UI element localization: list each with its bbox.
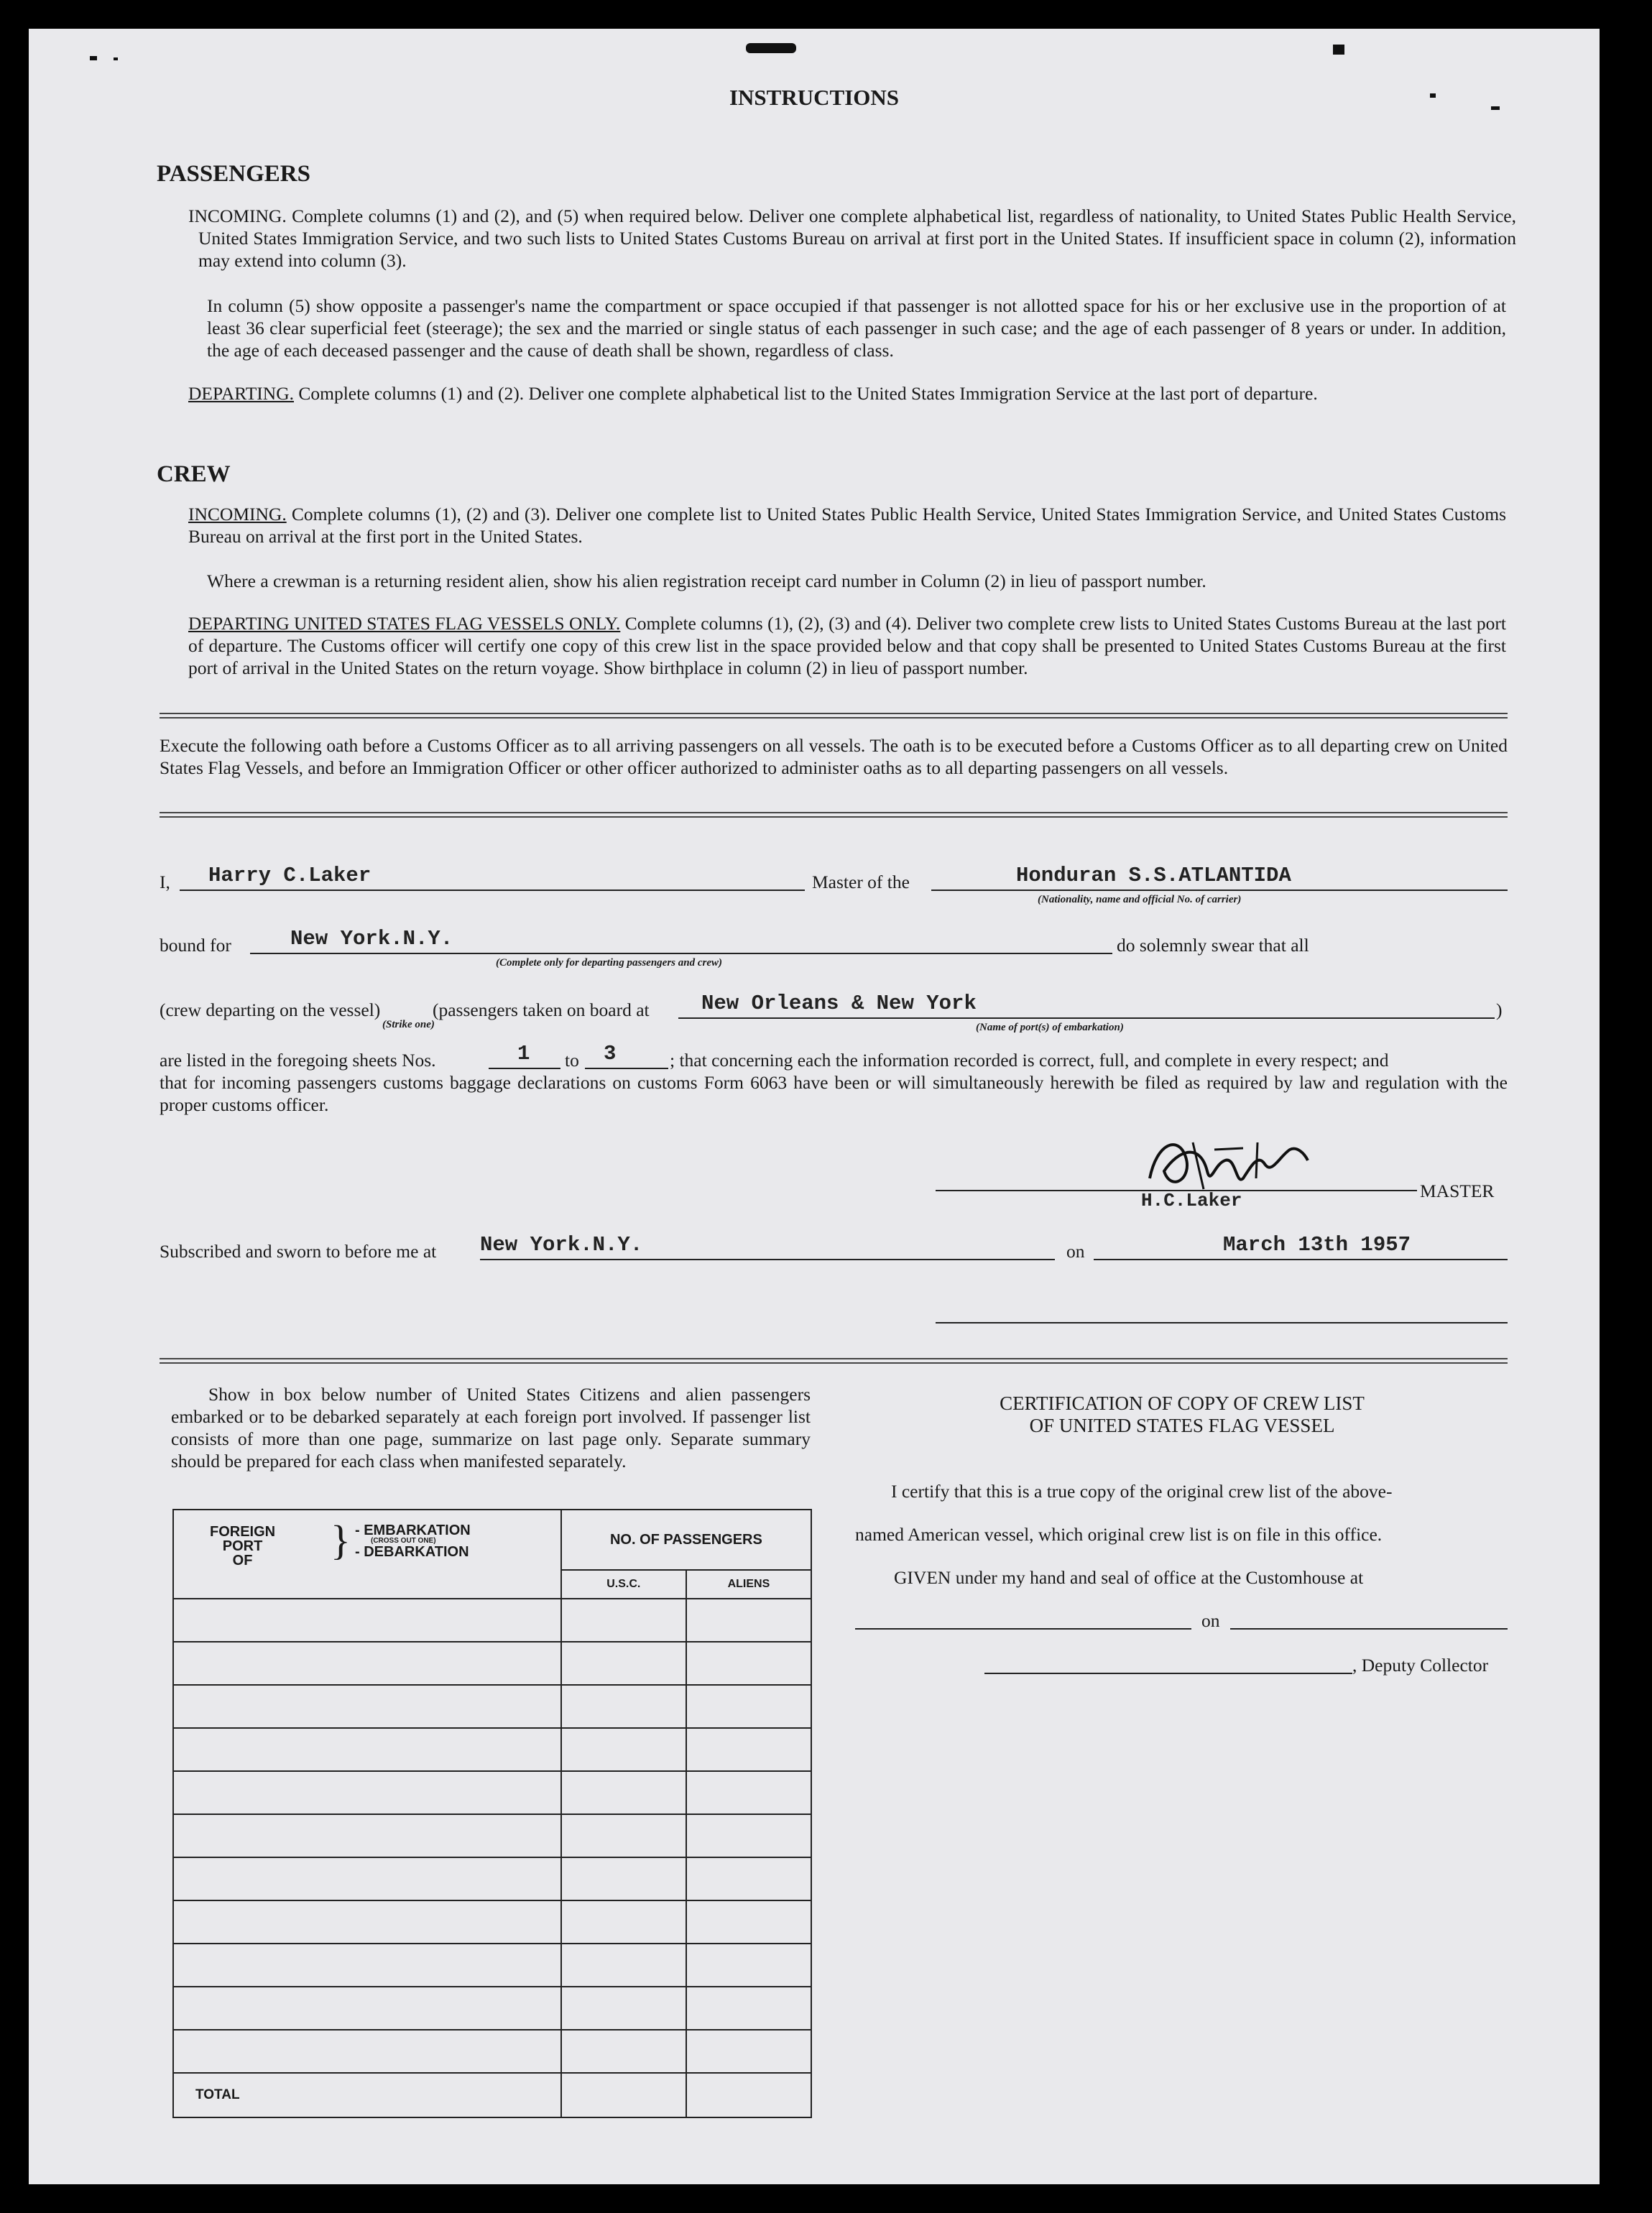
bound-caption: (Complete only for departing passengers and crew)	[496, 957, 722, 969]
vessel-field[interactable]: Honduran S.S.ATLANTIDA	[1016, 864, 1291, 887]
port-cell[interactable]	[173, 1771, 561, 1814]
sworn-date-field[interactable]: March 13th 1957	[1223, 1233, 1411, 1257]
double-rule	[160, 713, 1508, 719]
sheet-from-field[interactable]: 1	[517, 1042, 530, 1066]
crew-departing-paragraph	[188, 612, 1506, 679]
listed-text-1: ; that concerning each the information recorded is correct, full, and complete in every respect; and	[670, 1050, 1389, 1071]
oath-instruction: Execute the following oath before a Customs Officer as to all arriving passengers on all vessels. The oath is to be executed before a Customs Officer as to all departing crew on United States Flag Vessels, and before an Immigration Officer or other officer authorized to administer oaths as to all departing passengers on all vessels.	[160, 735, 1508, 778]
ports-field[interactable]: New Orleans & New York	[701, 992, 977, 1015]
usc-cell[interactable]	[561, 1685, 686, 1728]
brace-glyph: }	[331, 1517, 351, 1563]
crew-departing-text: Complete columns (1), (2), (3) and (4). Deliver two complete crew lists to United States Customs Bureau at the last port of departure. The Customs officer will certify one copy of this crew list in the space provided below and that copy shall be presented to United States Customs Bureau at the first port of arrival in the United States on the return voyage. Show birthplace in column (2) in lieu of passport number.	[188, 613, 1506, 678]
aliens-cell[interactable]	[686, 1728, 811, 1771]
port-cell[interactable]	[173, 1857, 561, 1900]
bound-label: bound for	[160, 935, 231, 956]
usc-cell[interactable]	[561, 1728, 686, 1771]
deputy-collector-line[interactable]	[984, 1673, 1352, 1674]
aliens-cell[interactable]	[686, 1685, 811, 1728]
port-header-cell	[173, 1510, 561, 1599]
aliens-cell[interactable]	[686, 1599, 811, 1642]
deputy-collector-label: , Deputy Collector	[1352, 1655, 1489, 1676]
aliens-header: ALIENS	[686, 1570, 811, 1599]
scan-speck	[90, 56, 97, 60]
port-cell[interactable]	[173, 1900, 561, 1944]
sheet-from-line	[489, 1068, 560, 1069]
vessel-line	[931, 890, 1508, 891]
certification-date-line[interactable]	[1230, 1628, 1508, 1630]
sheet-to-line	[585, 1068, 668, 1069]
port-cell[interactable]	[173, 2030, 561, 2073]
usc-cell[interactable]	[561, 1857, 686, 1900]
port-cell[interactable]	[173, 1642, 561, 1685]
master-of-label: Master of the	[812, 872, 910, 892]
summary-instruction: Show in box below number of United States Citizens and alien passengers embarked or to be debarked separately at each foreign port involved. If passenger list consists of more than one page, summarize on last page only. Separate summary should be prepared for each class when manifested separately.	[171, 1384, 811, 1472]
crew-resident-paragraph: Where a crewman is a returning resident alien, show his alien registration receipt card number in Column (2) in lieu of passport number.	[207, 570, 1206, 591]
summary-header-row	[173, 1510, 811, 1570]
crew-incoming-paragraph	[188, 503, 1506, 548]
certification-title-line-1: CERTIFICATION OF COPY OF CREW LIST	[1000, 1392, 1365, 1414]
usc-cell[interactable]	[561, 1814, 686, 1857]
usc-cell[interactable]	[561, 1900, 686, 1944]
scan-speck	[746, 43, 796, 53]
oath-i-label: I,	[160, 872, 170, 892]
port-cell[interactable]	[173, 1599, 561, 1642]
usc-cell[interactable]	[561, 1944, 686, 1987]
sworn-on-label: on	[1066, 1241, 1085, 1262]
vessel-caption: (Nationality, name and official No. of carrier)	[1038, 894, 1242, 905]
usc-cell[interactable]	[561, 2030, 686, 2073]
aliens-cell[interactable]	[686, 1857, 811, 1900]
usc-cell[interactable]	[561, 1642, 686, 1685]
usc-header: U.S.C.	[561, 1570, 686, 1599]
passengers-departing-label: DEPARTING.	[188, 383, 294, 404]
table-row	[173, 1944, 811, 1987]
passengers-incoming-text: Complete columns (1) and (2), and (5) when required below. Deliver one complete alphabetical list, regardless of nationality, to United States Public Health Service, United States Immigration Service, and two such lists to United States Customs Bureau on arrival at first port in the United States. If insufficient space in column (2), information may extend into column (3).	[198, 205, 1517, 271]
passengers-taken-label[interactable]: (passengers taken on board at	[433, 999, 650, 1020]
aliens-total-cell[interactable]	[686, 2073, 811, 2117]
passenger-summary-table	[172, 1509, 812, 2118]
table-row	[173, 1857, 811, 1900]
customhouse-line[interactable]	[855, 1628, 1191, 1630]
table-row	[173, 1685, 811, 1728]
usc-cell[interactable]	[561, 1987, 686, 2030]
embarkation-debarkation-label	[355, 1523, 471, 1559]
bound-for-field[interactable]: New York.N.Y.	[290, 927, 453, 951]
certification-line-1: I certify that this is a true copy of the original crew list of the above-	[891, 1481, 1393, 1502]
port-cell[interactable]	[173, 1685, 561, 1728]
sworn-place-field[interactable]: New York.N.Y.	[480, 1233, 643, 1257]
certification-line-3: GIVEN under my hand and seal of office at the Customhouse at	[894, 1567, 1364, 1588]
table-row	[173, 1728, 811, 1771]
port-cell[interactable]	[173, 1814, 561, 1857]
table-row	[173, 1642, 811, 1685]
close-paren: )	[1496, 999, 1503, 1020]
master-name-line	[180, 890, 805, 891]
form-page	[29, 29, 1600, 2184]
usc-cell[interactable]	[561, 1771, 686, 1814]
crew-departing-label: DEPARTING UNITED STATES FLAG VESSELS ONLY.	[188, 613, 621, 634]
swear-label: do solemnly swear that all	[1117, 935, 1309, 956]
crew-heading: CREW	[157, 461, 231, 487]
crew-departing-label[interactable]: (crew departing on the vessel)	[160, 999, 381, 1020]
table-row	[173, 2030, 811, 2073]
aliens-cell[interactable]	[686, 2030, 811, 2073]
table-row	[173, 1814, 811, 1857]
passengers-incoming-paragraph	[188, 205, 1516, 272]
master-name-field[interactable]: Harry C.Laker	[208, 864, 372, 887]
foreign-port-of-label	[210, 1525, 275, 1568]
no-of-passengers-header: NO. OF PASSENGERS	[561, 1510, 811, 1570]
certification-on-label: on	[1201, 1610, 1220, 1631]
certification-line-2: named American vessel, which original crew list is on file in this office.	[855, 1524, 1383, 1545]
ports-caption: (Name of port(s) of embarkation)	[976, 1022, 1124, 1033]
to-label: to	[565, 1050, 579, 1071]
aliens-cell[interactable]	[686, 1944, 811, 1987]
subscribed-label: Subscribed and sworn to before me at	[160, 1241, 437, 1262]
table-row	[173, 1599, 811, 1642]
double-rule	[160, 812, 1508, 818]
crew-incoming-label: INCOMING.	[188, 504, 287, 525]
ports-line	[678, 1017, 1495, 1019]
passengers-incoming-label: INCOMING.	[188, 205, 287, 226]
signature-typed-name: H.C.Laker	[1141, 1190, 1242, 1211]
foreign-label: FOREIGN	[210, 1524, 276, 1540]
double-rule	[160, 1358, 1508, 1364]
aliens-cell[interactable]	[686, 1814, 811, 1857]
aliens-cell[interactable]	[686, 1900, 811, 1944]
passengers-column5-paragraph: In column (5) show opposite a passenger's name the compartment or space occupied if that passenger is not allotted space for his or her exclusive use in the proportion of at least 36 clear superficial feet (steerage); the sex and the married or single status of each passenger in such case; and the age of each passenger of 8 years or under. In addition, the age of each deceased passenger and the cause of death shall be shown, regardless of class.	[207, 295, 1506, 361]
certification-title-line-2: OF UNITED STATES FLAG VESSEL	[1029, 1415, 1335, 1436]
crew-incoming-text: Complete columns (1), (2) and (3). Deliver one complete list to United States Public Health Service, United States Immigration Service, and United States Customs Bureau on arrival at the first port in the United States.	[188, 504, 1507, 547]
usc-cell[interactable]	[561, 1599, 686, 1642]
cross-out-label: (CROSS OUT ONE)	[371, 1537, 436, 1545]
debarkation-label: - DEBARKATION	[355, 1544, 469, 1560]
page-title: INSTRUCTIONS	[729, 85, 899, 110]
embarkation-label: - EMBARKATION	[355, 1523, 471, 1538]
port-cell[interactable]	[173, 1944, 561, 1987]
aliens-cell[interactable]	[686, 1771, 811, 1814]
scan-speck	[1333, 45, 1344, 55]
table-row	[173, 1987, 811, 2030]
listed-label: are listed in the foregoing sheets Nos.	[160, 1050, 436, 1071]
aliens-cell[interactable]	[686, 1987, 811, 2030]
listed-text-2: that for incoming passengers customs baggage declarations on customs Form 6063 have been or will simultaneously herewith be filed as required by law and regulation with the proper customs officer.	[160, 1072, 1508, 1115]
passengers-heading: PASSENGERS	[157, 161, 310, 187]
sworn-date-line	[1094, 1259, 1508, 1260]
strike-caption: (Strike one)	[382, 1019, 435, 1030]
port-cell[interactable]	[173, 1987, 561, 2030]
port-cell[interactable]	[173, 1728, 561, 1771]
total-label: TOTAL	[173, 2073, 561, 2117]
master-label: MASTER	[1420, 1181, 1495, 1201]
table-row	[173, 1900, 811, 1944]
total-row	[173, 2073, 811, 2117]
certification-title	[855, 1392, 1509, 1437]
port-label: PORT	[222, 1538, 263, 1554]
sheet-to-field[interactable]: 3	[604, 1042, 617, 1066]
bound-line	[250, 953, 1112, 954]
sworn-place-line	[480, 1259, 1055, 1260]
passengers-departing-text: Complete columns (1) and (2). Deliver one complete alphabetical list to the United States Immigration Service at the last port of departure.	[298, 383, 1318, 404]
scan-speck	[114, 57, 118, 60]
passengers-departing-paragraph	[188, 382, 1506, 405]
usc-total-cell[interactable]	[561, 2073, 686, 2117]
aliens-cell[interactable]	[686, 1642, 811, 1685]
table-row	[173, 1771, 811, 1814]
of-label: OF	[232, 1553, 253, 1568]
officer-signature-line	[936, 1322, 1508, 1323]
